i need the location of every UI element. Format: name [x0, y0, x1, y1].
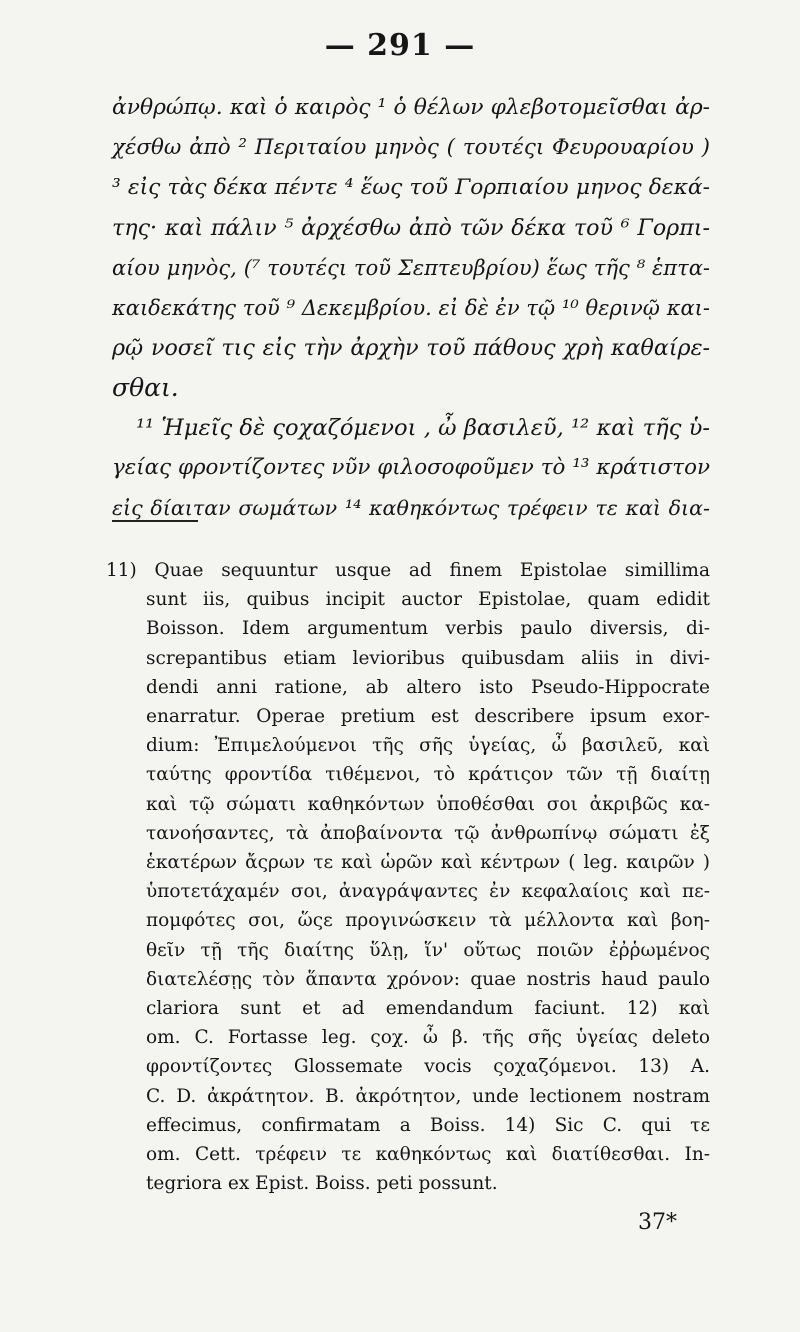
main-line: ρῷ νοσεῖ τις εἰς τὴν ἀρχὴν τοῦ πάθους χρὴ καθαίρε- — [112, 335, 710, 361]
page-number: — 291 — — [324, 28, 476, 63]
note-line: sunt iis, quibus incipit auctor Epistolae, quam edidit — [146, 589, 710, 611]
note-line: διατελέσῃς τὸν ἅπαντα χρόνον: quae nostris haud paulo — [146, 968, 710, 990]
footnote-rule — [112, 520, 198, 522]
main-line: γείας φροντίζοντες νῦν φιλοσοφοῦμεν τὸ ¹³ κράτιστον — [112, 455, 710, 480]
note-line: 11) Quae sequuntur usque ad finem Epistolae simillima — [106, 560, 710, 581]
note-line: ἑκατέρων ἄςρων τε καὶ ὡρῶν καὶ κέντρων ( leg. καιρῶν ) — [146, 852, 710, 874]
note-line: dendi anni ratione, ab altero isto Pseudo-Hippocrate — [146, 676, 710, 698]
note-line: clariora sunt et ad emendandum faciunt. 12) καὶ — [146, 998, 710, 1020]
note-line: tegriora ex Epist. Boiss. peti possunt. — [146, 1173, 498, 1195]
note-line: dium: Ἐπιμελούμενοι τῆς σῆς ὑγείας, ὦ βασιλεῦ, καὶ — [146, 735, 710, 757]
note-line: om. C. Fortasse leg. ςοχ. ὦ β. τῆς σῆς ὑγείας deleto — [146, 1027, 710, 1049]
footnotes — [106, 556, 710, 1198]
main-line: ¹¹ Ἡμεῖς δὲ ςοχαζόμενοι , ὦ βασιλεῦ, ¹² καὶ τῆς ὑ- — [136, 415, 710, 441]
note-line: effecimus, confirmatam a Boiss. 14) Sic C. qui τε — [146, 1114, 710, 1136]
main-line: αίου μηνὸς, (⁷ τουτέςι τοῦ Σεπτευβρίου) ἕως τῆς ⁸ ἑπτα- — [112, 256, 710, 280]
note-line: enarratur. Operae pretium est describere ipsum exor- — [146, 706, 710, 728]
note-line: καὶ τῷ σώματι καθηκόντων ὑποθέσθαι σοι ἀκριβῶς κα- — [146, 793, 710, 815]
note-line: τανοήσαντες, τὰ ἀποβαίνοντα τῷ ἀνθρωπίνῳ σώματι ἐξ — [146, 822, 710, 844]
note-line: ὑποτετάχαμέν σοι, ἀναγράψαντες ἐν κεφαλαίοις καὶ πε- — [146, 881, 710, 903]
main-line: ἀνθρώπῳ. καὶ ὁ καιρὸς ¹ ὁ θέλων φλεβοτομεῖσθαι ἀρ- — [112, 95, 710, 120]
note-line: θεῖν τῇ τῆς διαίτης ὕλῃ, ἵν' οὕτως ποιῶν ἐῤῥωμένος — [146, 939, 710, 961]
main-line: χέσθω ἀπὸ ² Περιταίου μηνὸς ( τουτέςι Φευρουαρίου ) — [112, 135, 710, 160]
main-line: σθαι. — [112, 373, 179, 402]
main-text — [112, 88, 710, 528]
note-line: πομφότες σοι, ὥςε προγινώσκειν τὰ μέλλοντα καὶ βοη- — [146, 910, 710, 932]
note-line: screpantibus etiam levioribus quibusdam aliis in divi- — [146, 647, 710, 669]
note-line: C. D. ἀκράτητον. B. ἀκρότητον, unde lectionem nostram — [146, 1085, 710, 1107]
catchword: 37* — [638, 1210, 677, 1235]
note-line: φροντίζοντες Glossemate vocis ςοχαζόμενοι. 13) A. — [146, 1056, 710, 1078]
note-line: Boisson. Idem argumentum verbis paulo diversis, di- — [146, 618, 710, 640]
note-line: om. Cett. τρέφειν τε καθηκόντως καὶ διατίθεσθαι. In- — [146, 1144, 710, 1166]
main-line: εἰς δίαιταν σωμάτων ¹⁴ καθηκόντως τρέφειν τε καὶ δια- — [112, 496, 710, 520]
main-line: της· καὶ πάλιν ⁵ ἀρχέσθω ἀπὸ τῶν δέκα τοῦ ⁶ Γορπι- — [112, 215, 710, 241]
main-line: καιδεκάτης τοῦ ⁹ Δεκεμβρίου. εἰ δὲ ἐν τῷ ¹⁰ θερινῷ και- — [112, 296, 710, 320]
main-line: ³ εἰς τὰς δέκα πέντε ⁴ ἕως τοῦ Γορπιαίου μηνος δεκά- — [112, 175, 710, 200]
note-line: ταύτης φροντίδα τιθέμενοι, τὸ κράτιςον τῶν τῇ διαίτῃ — [146, 764, 710, 786]
